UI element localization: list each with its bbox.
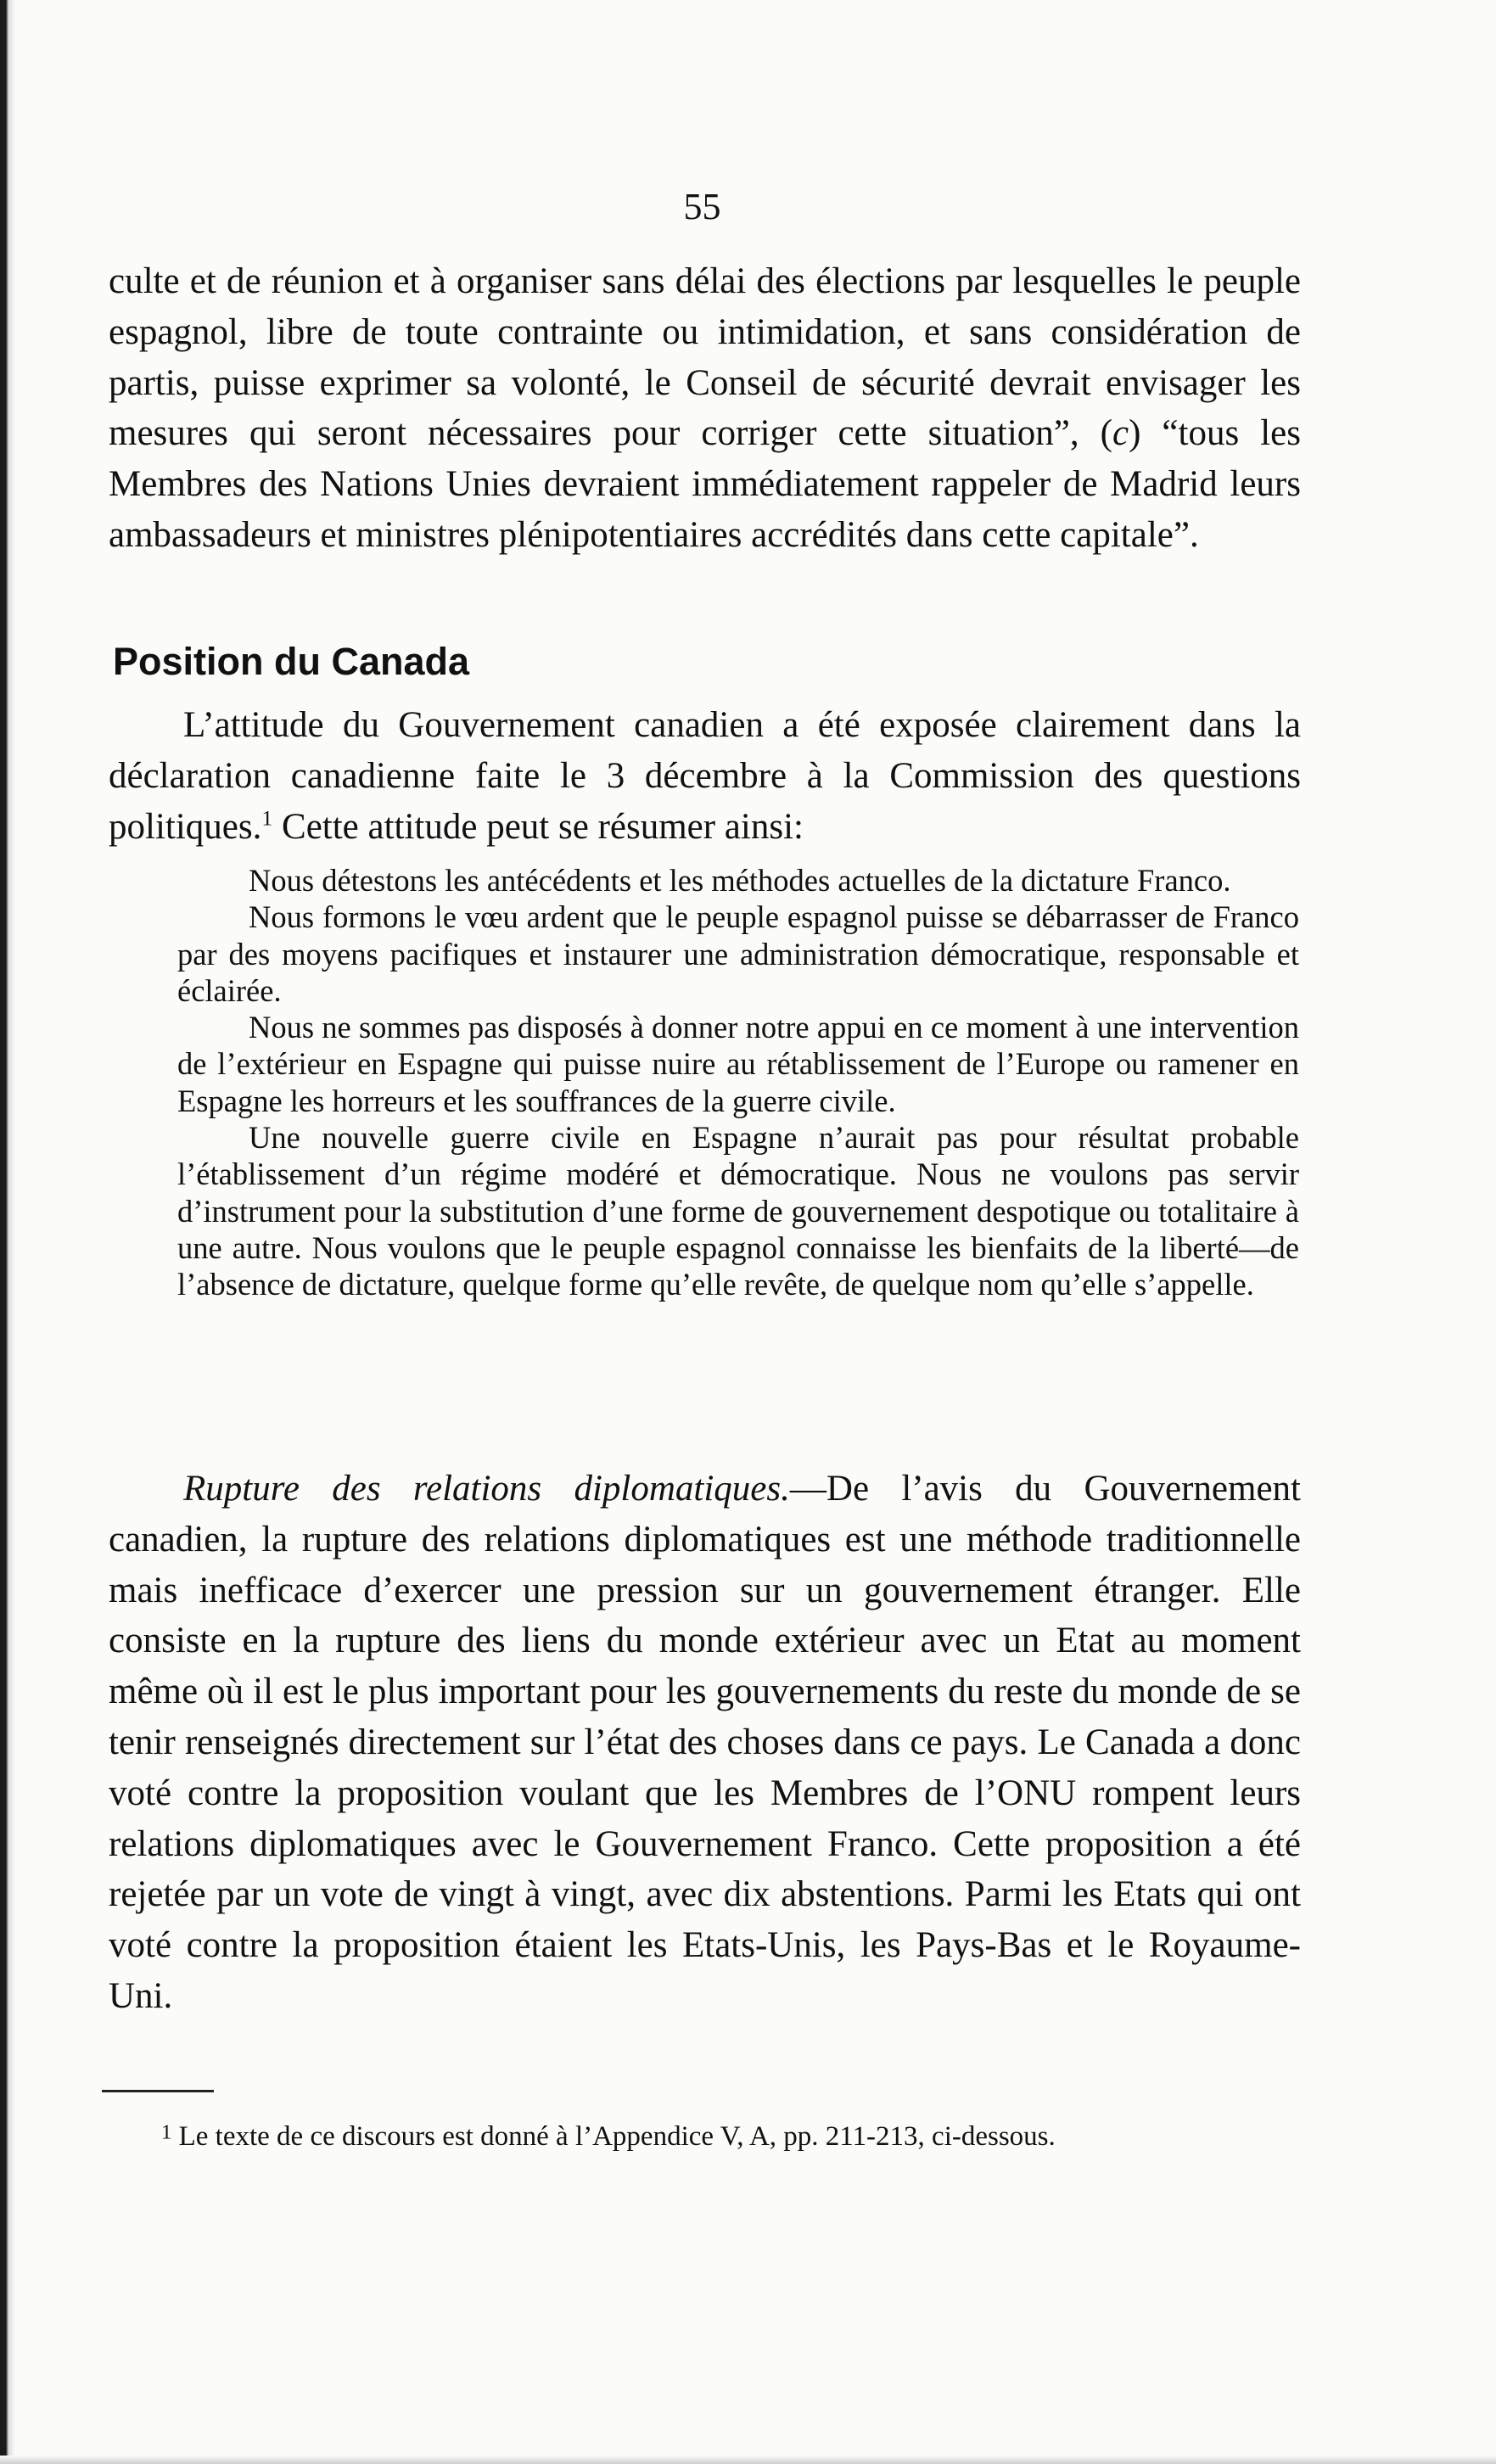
footnote-marker: 1 bbox=[161, 2120, 172, 2144]
quote-paragraph: Nous détestons les antécédents et les méthodes actuelles de la dictature Franco. bbox=[249, 863, 1231, 898]
scan-bottom-edge bbox=[0, 2456, 1496, 2464]
quote-paragraph: Nous formons le vœu ardent que le peuple espagnol puisse se débarrasser de Franco par des moyens pacifiques et instaurer une administration démocratique, responsable et éclairée. bbox=[177, 899, 1299, 1008]
paragraph-text: —De l’avis du Gouvernement canadien, la rupture des relations diplomatiques est une méthode traditionnelle mais inefficace d’exercer une pression sur un gouvernement étranger. Elle consiste en la rupture des liens du monde extérieur avec un Etat au moment même où il est le plus important pour les gouvernements du reste du monde de se tenir renseignés directement sur l’état des choses dans ce pays. Le Canada a donc voté contre la proposition voulant que les Membres de l’ONU rompent leurs relations diplomatiques avec le Gouvernement Franco. Cette proposition a été rejetée par un vote de vingt à vingt, avec dix abstentions. Parmi les Etats qui ont voté contre la proposition étaient les Etats-Unis, les Pays-Bas et le Royaume-Uni. bbox=[109, 1469, 1301, 2016]
list-marker-c: c bbox=[1112, 413, 1129, 454]
page-number: 55 bbox=[683, 186, 721, 227]
paragraph-text: Cette attitude peut se résumer ainsi: bbox=[272, 806, 804, 847]
footnote-text: Le texte de ce discours est donné à l’Appendice V, A, pp. 211-213, ci-dessous. bbox=[171, 2121, 1056, 2152]
paragraph-continued bbox=[109, 256, 1301, 561]
block-quote bbox=[177, 862, 1299, 1303]
footnote-divider bbox=[102, 2090, 214, 2092]
paragraph-text: L’attitude du Gouvernement canadien a été exposée clairement dans la déclaration canadienne faite le 3 décembre à la Commission des questions politiques. bbox=[109, 705, 1301, 847]
footnote bbox=[161, 2121, 1056, 2153]
paragraph-canada-position bbox=[109, 700, 1301, 852]
quote-paragraph: Une nouvelle guerre civile en Espagne n’aurait pas pour résultat probable l’établissement d’un régime modéré et démocratique. Nous ne voulons pas servir d’instrument pour la substitution d’une forme de gouvernement despotique ou totalitaire à une autre. Nous voulons que le peuple espagnol connaisse les bienfaits de la liberté—de l’absence de dictature, quelque forme qu’elle revête, de quelque nom qu’elle s’appelle. bbox=[177, 1120, 1299, 1302]
section-heading: Position du Canada bbox=[113, 640, 470, 683]
paragraph-text: ) “tous les Membres des Nations Unies devraient immédiatement rappeler de Madrid leurs ambassadeurs et ministres plénipotentiaires accrédités dans cette capitale”. bbox=[109, 413, 1301, 555]
paragraph-text: culte et de réunion et à organiser sans délai des élections par lesquelles le peuple espagnol, libre de toute contrainte ou intimidation, et sans considération de partis, puisse exprimer sa volonté, le Conseil de sécurité devrait envisager les mesures qui seront nécessaires pour corriger cette situation”, ( bbox=[109, 261, 1301, 454]
run-in-title: Rupture des relations diplomatiques. bbox=[183, 1469, 790, 1509]
paragraph-rupture bbox=[109, 1464, 1301, 2022]
quote-paragraph: Nous ne sommes pas disposés à donner notre appui en ce moment à une intervention de l’extérieur en Espagne qui puisse nuire au rétablissement de l’Europe ou ramener en Espagne les horreurs et les souffrances de la guerre civile. bbox=[177, 1010, 1299, 1118]
footnote-reference: 1 bbox=[261, 805, 273, 831]
scan-page-edge bbox=[0, 0, 15, 2464]
